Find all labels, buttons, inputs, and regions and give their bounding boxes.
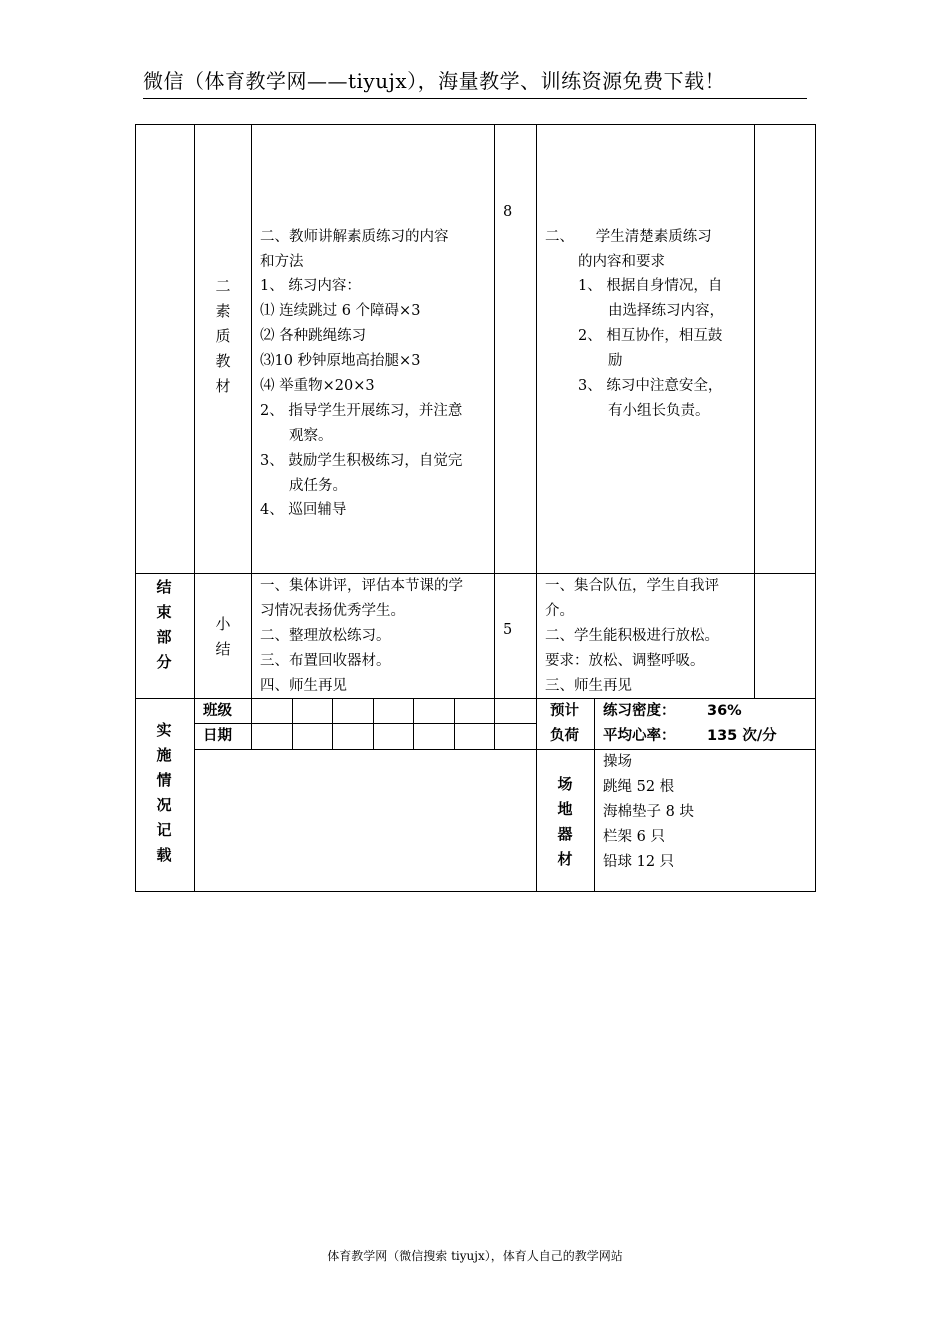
footer-note: 体育教学网（微信搜索 tiyujx），体育人自己的教学网站 (327, 1249, 623, 1263)
text-line: 二、 学生清楚素质练习 (545, 229, 712, 245)
load-label-1: 预计 (550, 703, 579, 719)
text-line: 1、 根据自身情况，自 (578, 278, 723, 294)
text-line: 3、 鼓励学生积极练习，自觉完 (260, 453, 463, 469)
header-banner: 微信（体育教学网——tiyujx），海量教学、训练资源免费下载！ (143, 66, 807, 99)
text-line: 成任务。 (289, 478, 347, 494)
text-line: 观察。 (289, 428, 333, 444)
grid-col (373, 698, 374, 749)
grid-col (494, 698, 495, 749)
text-line: ⑵ 各种跳绳练习 (260, 328, 367, 344)
text-line: 四、师生再见 (260, 678, 347, 694)
text-line: 二、整理放松练习。 (260, 628, 391, 644)
col-border (815, 124, 816, 892)
text-line: 2、 指导学生开展练习，并注意 (260, 403, 463, 419)
text-line: 2、 相互协作，相互鼓 (578, 328, 723, 344)
load-label-2: 负荷 (550, 728, 579, 744)
time-ending: 5 (503, 622, 513, 638)
row-border (135, 891, 816, 892)
col-border (494, 124, 495, 698)
text-line: 4、 巡回辅导 (260, 502, 347, 518)
date-label: 日期 (203, 728, 232, 744)
grid-col (251, 698, 252, 749)
row-border (194, 723, 536, 724)
text-line: 和方法 (260, 254, 304, 270)
grid-col (332, 698, 333, 749)
row-border (135, 124, 816, 125)
class-label: 班级 (203, 703, 232, 719)
grid-col (454, 698, 455, 749)
text-line: 二、教师讲解素质练习的内容 (260, 229, 449, 245)
list-item: 海棉垫子 8 块 (603, 804, 694, 820)
part-label-ending: 结束部分 (156, 578, 172, 671)
col-border (135, 124, 136, 892)
heart-rate-value: 135 次/分 (707, 728, 777, 744)
list-item: 跳绳 52 根 (603, 779, 675, 795)
list-item: 铅球 12 只 (603, 854, 675, 870)
text-line: 3、 练习中注意安全， (578, 378, 723, 394)
col-border (594, 698, 595, 892)
time-quality: 8 (503, 204, 513, 220)
text-line: 三、师生再见 (545, 678, 632, 694)
grid-col (413, 698, 414, 749)
col-border (754, 124, 755, 698)
venue-label: 场地器材 (557, 775, 573, 868)
row-border (194, 749, 816, 750)
text-line: 由选择练习内容， (608, 303, 724, 319)
text-line: 励 (608, 353, 623, 369)
content-label-quality: 二素质教材 (215, 277, 231, 395)
text-line: ⑷ 举重物×20×3 (260, 378, 375, 394)
text-line: 一、集体讲评，评估本节课的学 (260, 578, 463, 594)
text-line: 1、 练习内容： (260, 278, 361, 294)
density-value: 36% (707, 703, 742, 719)
text-line: 介。 (545, 603, 574, 619)
col-border (536, 124, 537, 892)
text-line: 一、集合队伍，学生自我评 (545, 578, 719, 594)
text-line: 要求：放松、调整呼吸。 (545, 653, 705, 669)
col-border (194, 124, 195, 892)
record-label: 实施情况记载 (156, 721, 172, 864)
col-border (251, 124, 252, 698)
grid-col (292, 698, 293, 749)
heart-rate-label: 平均心率： (603, 728, 676, 744)
text-line: 习情况表扬优秀学生。 (260, 603, 405, 619)
density-label: 练习密度： (603, 703, 676, 719)
list-item: 操场 (603, 754, 632, 770)
text-line: 三、布置回收器材。 (260, 653, 391, 669)
text-line: ⑴ 连续跳过 6 个障碍×3 (260, 303, 421, 319)
text-line: 的内容和要求 (578, 254, 665, 270)
text-line: 二、学生能积极进行放松。 (545, 628, 719, 644)
list-item: 栏架 6 只 (603, 829, 665, 845)
content-label-summary: 小结 (215, 615, 231, 658)
text-line: 有小组长负责。 (608, 403, 710, 419)
text-line: ⑶10 秒钟原地高抬腿×3 (260, 353, 421, 369)
